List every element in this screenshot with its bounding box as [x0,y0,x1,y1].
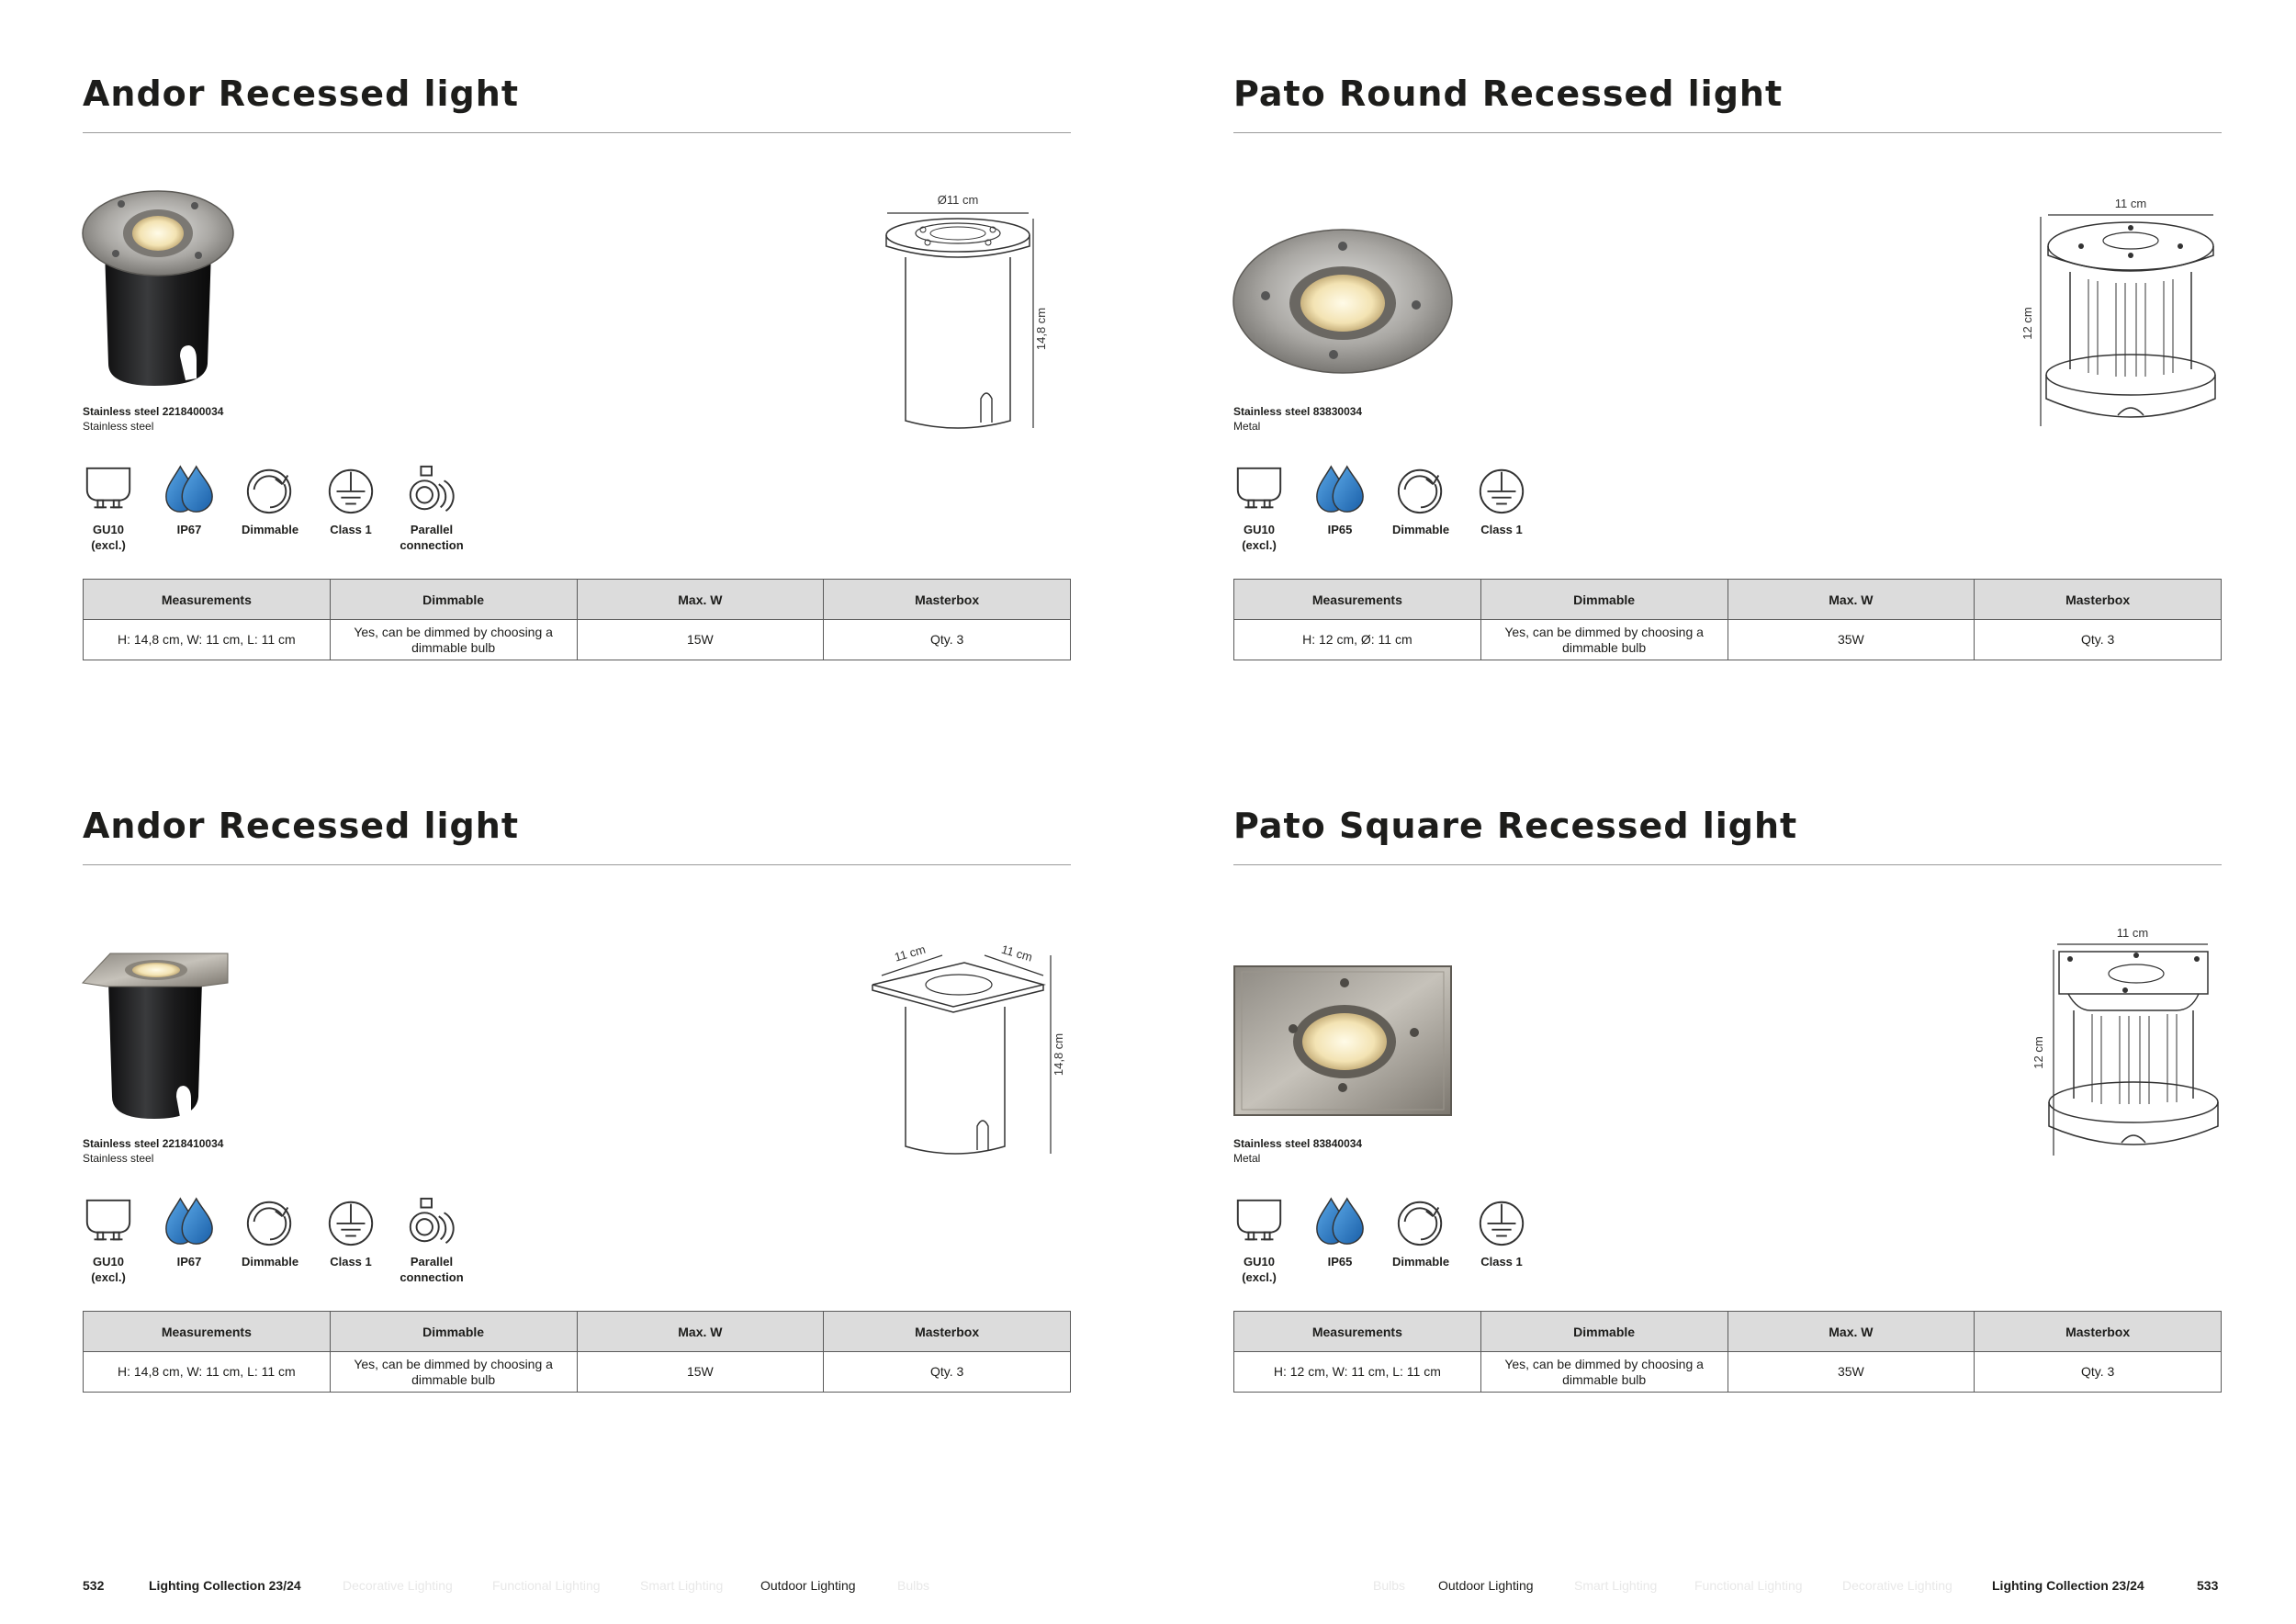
class1-earth-icon [1475,463,1528,516]
title-divider [83,132,1071,133]
table-header: Masterbox [824,1312,1071,1352]
table-row [84,620,1071,660]
footer-nav-bulbs-left[interactable]: Bulbs [897,1578,930,1593]
variant-name: Stainless steel 2218410034 [83,1137,224,1150]
spec-table [1233,1311,2222,1393]
product-title: Pato Square Recessed light [1233,806,1798,846]
table-header: Masterbox [1975,580,2222,620]
masterbox-cell: Qty. 3 [1975,620,2222,660]
feature-gu10: GU10 (excl.) [81,463,136,553]
footer-nav-decorative-right[interactable]: Decorative Lighting [1842,1578,1953,1593]
title-divider [83,864,1071,865]
feature-class1: Class 1 [1474,463,1529,553]
max-watt-cell: 15W [577,1352,824,1393]
footer-nav-outdoor-left[interactable]: Outdoor Lighting [760,1578,856,1593]
dim-diameter-label: Ø11 cm [937,193,979,207]
page-number-left: 532 [83,1578,105,1593]
table-header: Measurements [1234,580,1481,620]
footer-nav-decorative-left[interactable]: Decorative Lighting [343,1578,453,1593]
spec-table [83,579,1071,660]
water-drops-icon [1313,1195,1367,1248]
collection-title-left: Lighting Collection 23/24 [149,1578,301,1593]
masterbox-cell: Qty. 3 [824,1352,1071,1393]
product-title: Andor Recessed light [83,73,519,114]
class1-earth-icon [324,463,377,516]
dimmable-cell: Yes, can be dimmed by choosing a dimmable bulb [1480,620,1728,660]
table-header: Measurements [84,1312,331,1352]
table-header: Max. W [1728,1312,1975,1352]
page-number-right: 533 [2197,1578,2219,1593]
dimmable-icon [1394,1195,1447,1248]
technical-drawing [872,186,1056,435]
table-header-row [84,1312,1071,1352]
feature-class1: Class 1 [323,463,378,553]
dim-height-label: 14,8 cm [1034,307,1048,351]
variant-material: Stainless steel [83,1152,154,1165]
table-row [1234,1352,2222,1393]
table-header-row [1234,580,2222,620]
parallel-connection-icon [405,1195,458,1248]
table-row [84,1352,1071,1393]
spec-table [1233,579,2222,660]
variant-name: Stainless steel 83840034 [1233,1137,1363,1150]
water-drops-icon [163,1195,216,1248]
table-header: Dimmable [1480,580,1728,620]
table-header-row [84,580,1071,620]
table-header: Masterbox [824,580,1071,620]
dimmable-cell: Yes, can be dimmed by choosing a dimmable bulb [1480,1352,1728,1393]
variant-material: Stainless steel [83,420,154,433]
title-divider [1233,864,2222,865]
footer-nav-smart-left[interactable]: Smart Lighting [640,1578,724,1593]
max-watt-cell: 15W [577,620,824,660]
table-header-row [1234,1312,2222,1352]
feature-class1: Class 1 [1474,1195,1529,1285]
product-photo [81,950,230,1121]
dimmable-icon [1394,463,1447,516]
table-header: Masterbox [1975,1312,2222,1352]
product-title: Andor Recessed light [83,806,519,846]
title-divider [1233,132,2222,133]
dimmable-icon [243,1195,297,1248]
footer-nav-outdoor-right[interactable]: Outdoor Lighting [1438,1578,1534,1593]
measurements-cell: H: 14,8 cm, W: 11 cm, L: 11 cm [84,1352,331,1393]
footer-nav-functional-right[interactable]: Functional Lighting [1694,1578,1803,1593]
gu10-bulb-icon [1232,463,1286,516]
feature-parallel: Parallel connection [404,463,459,553]
dim-height-label: 12 cm [2032,1036,2045,1069]
product-photo [1231,226,1455,377]
product-photo [1232,964,1453,1117]
feature-dimmable: Dimmable [242,463,298,553]
table-header: Dimmable [330,1312,577,1352]
water-drops-icon [163,463,216,516]
class1-earth-icon [1475,1195,1528,1248]
max-watt-cell: 35W [1728,620,1975,660]
feature-ip: IP65 [1312,1195,1367,1285]
spec-table [83,1311,1071,1393]
footer-nav-bulbs-right[interactable]: Bulbs [1373,1578,1406,1593]
measurements-cell: H: 14,8 cm, W: 11 cm, L: 11 cm [84,620,331,660]
dim-width-label: 11 cm [999,942,1034,964]
feature-dimmable: Dimmable [1393,1195,1448,1285]
footer-nav-smart-right[interactable]: Smart Lighting [1574,1578,1658,1593]
feature-gu10: GU10 (excl.) [1232,463,1287,553]
feature-class1: Class 1 [323,1195,378,1285]
dim-width-label: 11 cm [2116,926,2149,940]
dimmable-icon [243,463,297,516]
product-photo [81,189,239,389]
technical-drawing [863,942,1075,1157]
feature-icons [81,463,464,553]
collection-title-right: Lighting Collection 23/24 [1992,1578,2144,1593]
table-row [1234,620,2222,660]
feature-ip: IP67 [162,1195,217,1285]
feature-gu10: GU10 (excl.) [81,1195,136,1285]
table-header: Measurements [1234,1312,1481,1352]
dim-length-label: 11 cm [893,942,928,964]
feature-ip: IP65 [1312,463,1367,553]
feature-dimmable: Dimmable [242,1195,298,1285]
gu10-bulb-icon [82,1195,135,1248]
table-header: Dimmable [330,580,577,620]
table-header: Measurements [84,580,331,620]
feature-icons [1232,463,1529,553]
dimmable-cell: Yes, can be dimmed by choosing a dimmable bulb [330,620,577,660]
measurements-cell: H: 12 cm, W: 11 cm, L: 11 cm [1234,1352,1481,1393]
gu10-bulb-icon [82,463,135,516]
gu10-bulb-icon [1232,1195,1286,1248]
table-header: Max. W [1728,580,1975,620]
technical-drawing [2020,195,2223,437]
dim-width-label: 11 cm [2114,197,2147,210]
class1-earth-icon [324,1195,377,1248]
variant-material: Metal [1233,1152,1261,1165]
feature-icons [81,1195,464,1285]
feature-dimmable: Dimmable [1393,463,1448,553]
feature-parallel: Parallel connection [404,1195,459,1285]
product-title: Pato Round Recessed light [1233,73,1784,114]
water-drops-icon [1313,463,1367,516]
parallel-connection-icon [405,463,458,516]
dim-height-label: 14,8 cm [1052,1032,1065,1077]
table-header: Dimmable [1480,1312,1728,1352]
masterbox-cell: Qty. 3 [824,620,1071,660]
feature-icons [1232,1195,1529,1285]
dim-height-label: 12 cm [2020,307,2034,340]
table-header: Max. W [577,580,824,620]
feature-ip: IP67 [162,463,217,553]
footer-nav-functional-left[interactable]: Functional Lighting [492,1578,601,1593]
variant-name: Stainless steel 2218400034 [83,405,224,418]
table-header: Max. W [577,1312,824,1352]
feature-gu10: GU10 (excl.) [1232,1195,1287,1285]
variant-name: Stainless steel 83830034 [1233,405,1363,418]
measurements-cell: H: 12 cm, Ø: 11 cm [1234,620,1481,660]
variant-material: Metal [1233,420,1261,433]
masterbox-cell: Qty. 3 [1975,1352,2222,1393]
technical-drawing [2020,922,2223,1165]
dimmable-cell: Yes, can be dimmed by choosing a dimmable bulb [330,1352,577,1393]
max-watt-cell: 35W [1728,1352,1975,1393]
